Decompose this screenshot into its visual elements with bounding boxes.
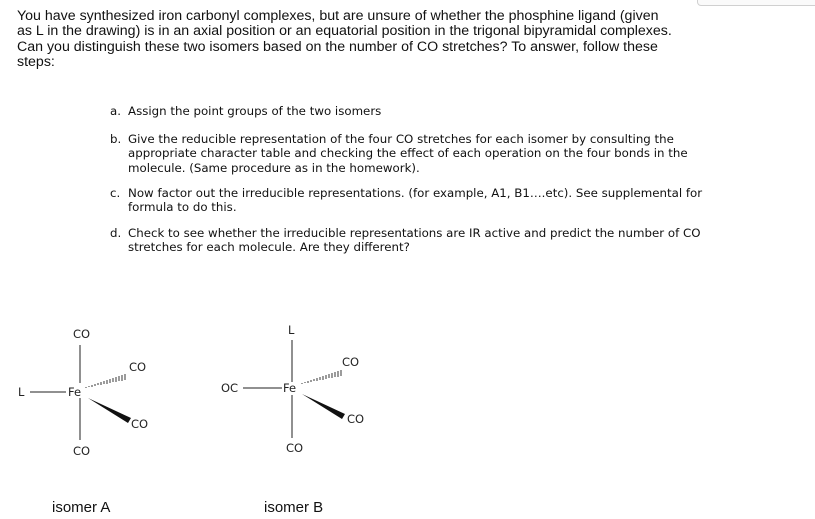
isomer-a-left-ligand: L <box>18 385 25 399</box>
isomer-b-center-atom: Fe <box>283 381 297 395</box>
step-text: Check to see whether the irreducible representations are IR active and predict the number of CO stretches for each molecule. Are they different? <box>128 226 701 255</box>
step-marker: a. <box>110 104 121 118</box>
isomer-a-wedge-ligand: CO <box>131 417 149 431</box>
step-text: Now factor out the irreducible representations. (for example, A1, B1….etc). See supplemental for formula to do this. <box>128 185 703 215</box>
isomer-b-caption: isomer B <box>264 499 324 516</box>
step-d <box>110 226 710 254</box>
step-text: Give the reducible representation of the four CO stretches for each isomer by consulting the appropriate character table and checking the effect of each operation on the four bonds in the molecule. (Same procedure as in the homework). <box>128 132 688 175</box>
isomer-structures <box>0 310 400 519</box>
step-marker: c. <box>110 185 121 200</box>
isomer-a-hashed-ligand: CO <box>129 360 147 374</box>
isomer-b-hashed-ligand: CO <box>342 355 360 369</box>
isomer-a <box>18 327 148 516</box>
isomer-b-wedge-bond <box>302 394 345 419</box>
isomer-a-top-ligand: CO <box>73 327 91 341</box>
isomer-a-caption: isomer A <box>52 499 111 516</box>
isomer-a-center-atom: Fe <box>68 385 82 399</box>
isomer-a-bottom-ligand: CO <box>73 444 91 458</box>
question-prompt: You have synthesized iron carbonyl complexes, but are unsure of whether the phosphine ligand (given as L in the drawing) is in an axial position or an equatorial position in the trigonal bipyramidal complexes. Can you distinguish these two isomers based on the number of CO stretches? To answer, follow these steps: <box>17 8 672 70</box>
isomer-b-bottom-ligand: CO <box>286 441 304 455</box>
isomer-b-wedge-ligand: CO <box>347 412 365 426</box>
steps-list <box>110 104 710 266</box>
isomer-b <box>221 323 364 516</box>
step-text: Assign the point groups of the two isomers <box>128 104 382 118</box>
step-marker: b. <box>110 132 122 147</box>
isomer-a-wedge-bond <box>88 398 131 423</box>
step-c <box>110 186 710 214</box>
corner-widget <box>697 0 815 6</box>
isomer-b-left-ligand: OC <box>221 381 239 395</box>
step-a <box>110 104 710 118</box>
step-b <box>110 132 710 175</box>
step-marker: d. <box>110 226 122 241</box>
isomer-b-top-ligand: L <box>288 323 295 337</box>
isomer-b-hashed-bond <box>302 370 341 384</box>
isomer-a-hashed-bond <box>86 374 125 388</box>
